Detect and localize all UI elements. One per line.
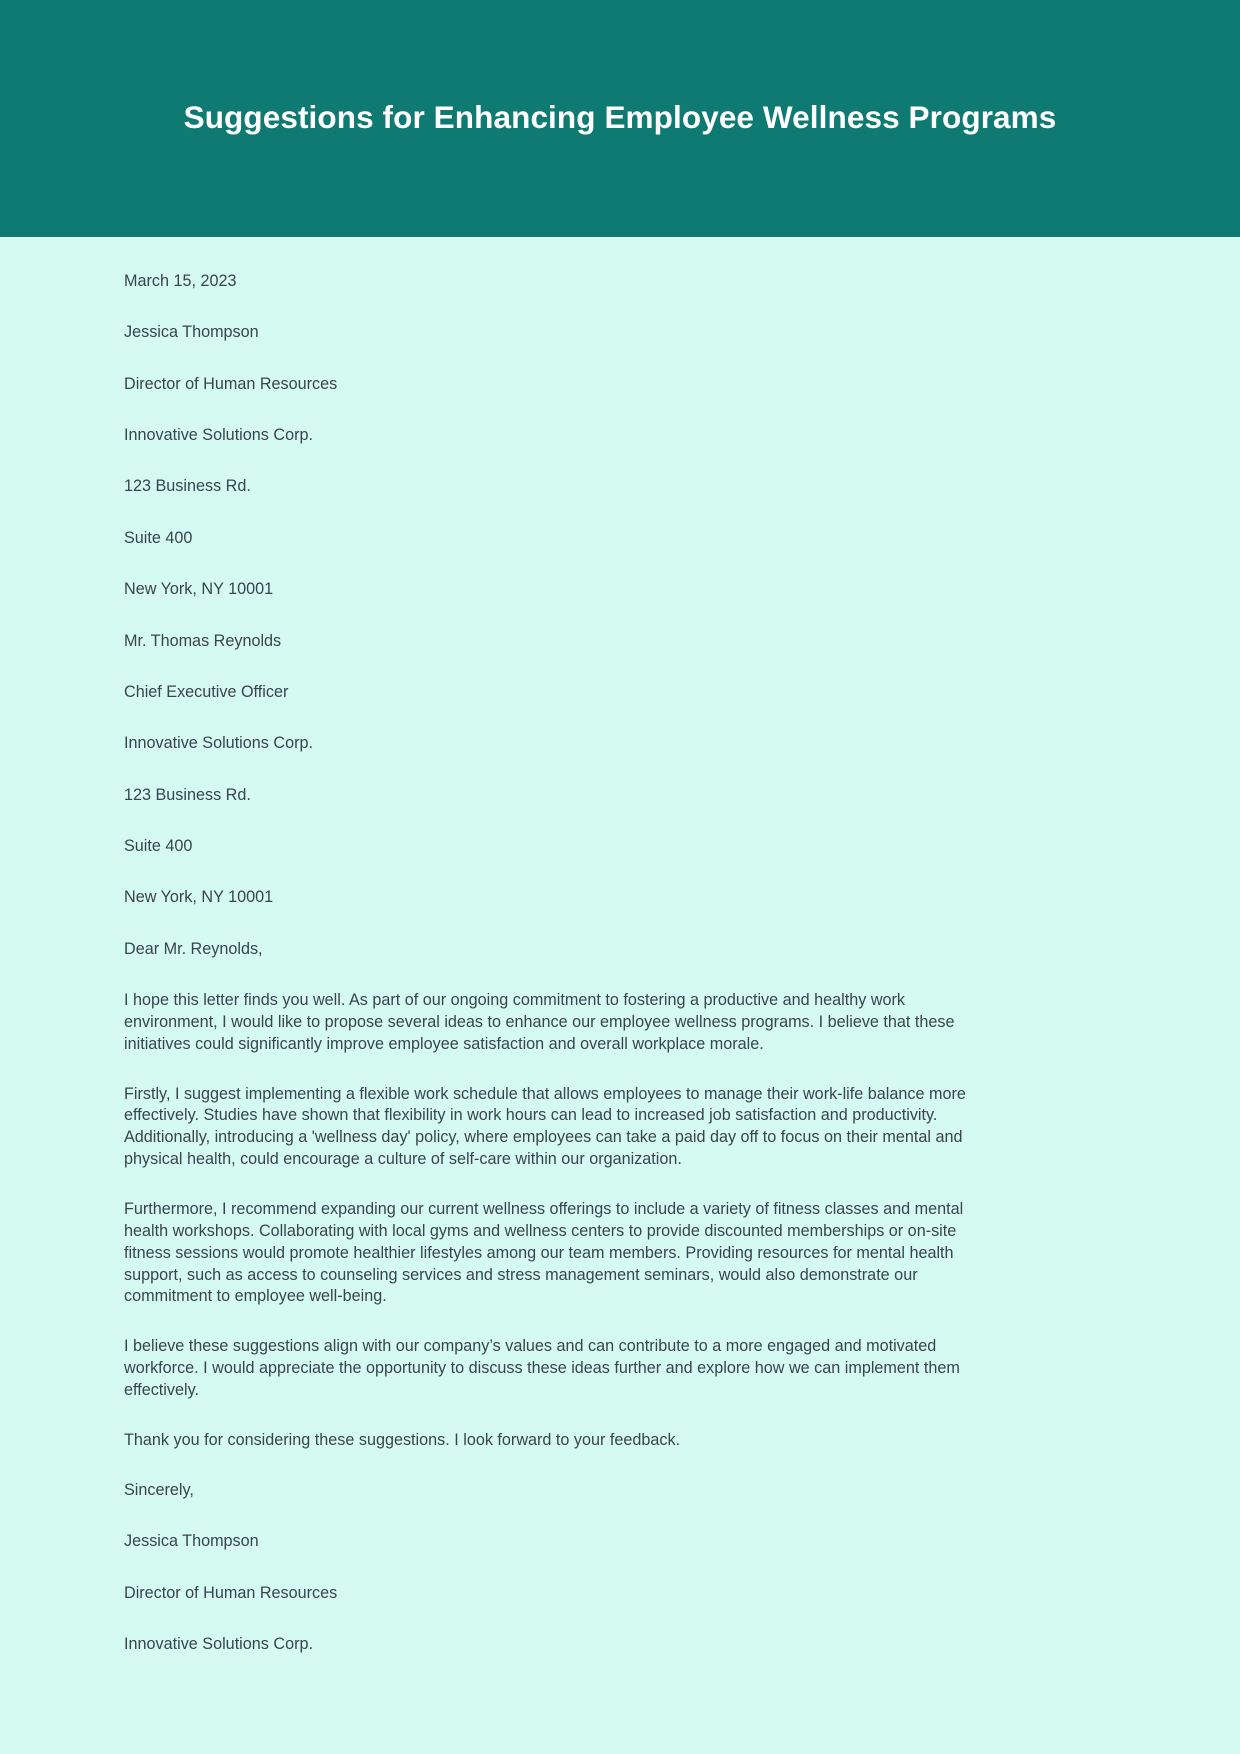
sender-suite: Suite 400 — [124, 528, 193, 547]
signature-company: Innovative Solutions Corp. — [124, 1634, 313, 1653]
sender-company: Innovative Solutions Corp. — [124, 426, 313, 445]
sender-street: 123 Business Rd. — [124, 477, 251, 496]
recipient-title: Chief Executive Officer — [124, 682, 289, 701]
recipient-city-state-zip: New York, NY 10001 — [124, 888, 274, 907]
closing-salutation: Sincerely, — [124, 1480, 194, 1499]
body-paragraph-5: Thank you for considering these suggestions. I look forward to your feedback. — [124, 1430, 681, 1449]
page-title: Suggestions for Enhancing Employee Wellness Programs — [183, 98, 1057, 135]
body-paragraph-2: Firstly, I suggest implementing a flexible work schedule that allows employees to manage their work-life balance more effectively. Studies have shown that flexibility in work hours can lead to increased job satisfaction and productivity. Additionally, introducing a 'wellness day' policy, where employees can take a paid day off to focus on their mental and physical health, could encourage a culture of self-care within our organization. — [124, 1084, 966, 1169]
salutation: Dear Mr. Reynolds, — [124, 939, 263, 958]
letter-content — [124, 237, 984, 1656]
sender-name: Jessica Thompson — [124, 323, 259, 342]
recipient-suite: Suite 400 — [124, 836, 193, 855]
body-paragraph-1: I hope this letter finds you well. As part of our ongoing commitment to fostering a productive and healthy work environment, I would like to propose several ideas to enhance our employee wellness programs. I believe that these initiatives could significantly improve employee satisfaction and overall workplace morale. — [124, 991, 955, 1053]
body-paragraph-4: I believe these suggestions align with our company’s values and can contribute to a more engaged and motivated workforce. I would appreciate the opportunity to discuss these ideas further and explore how we can implement them effectively. — [124, 1337, 960, 1400]
recipient-company: Innovative Solutions Corp. — [124, 734, 313, 753]
body-paragraph-3: Furthermore, I recommend expanding our current wellness offerings to include a variety of fitness classes and mental health workshops. Collaborating with local gyms and wellness centers to provide discounted memberships or on-site fitness sessions would promote healthier lifestyles among our team members. Providing resources for mental health support, such as access to counseling services and stress management seminars, would also demonstrate our commitment to employee well-being. — [124, 1200, 964, 1306]
letter-sheet — [0, 237, 1240, 1656]
signature-name: Jessica Thompson — [124, 1532, 259, 1551]
recipient-street: 123 Business Rd. — [124, 785, 251, 804]
sender-city-state-zip: New York, NY 10001 — [124, 580, 274, 599]
document-header — [0, 0, 1240, 237]
recipient-name: Mr. Thomas Reynolds — [124, 631, 282, 650]
signature-title: Director of Human Resources — [124, 1583, 338, 1602]
sender-title: Director of Human Resources — [124, 374, 338, 393]
letter-date: March 15, 2023 — [124, 272, 237, 290]
